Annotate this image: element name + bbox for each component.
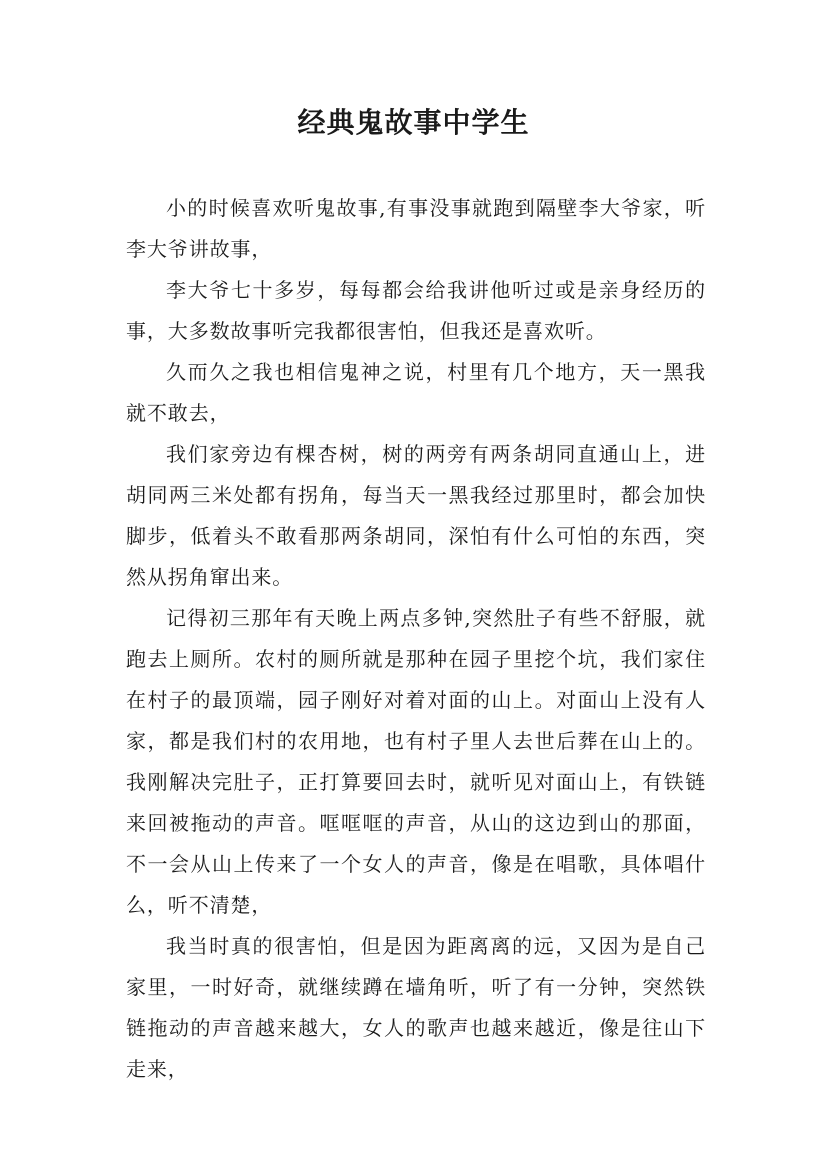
paragraph: 记得初三那年有天晚上两点多钟,突然肚子有些不舒服，就跑去上厕所。农村的厕所就是那种在园子里挖个坑，我们家住在村子的最顶端，园子刚好对着对面的山上。对面山上没有人家，都是我们村的农用地，也有村子里人去世后葬在山上的。我刚解决完肚子，正打算要回去时，就听见对面山上，有铁链来回被拖动的声音。哐哐哐的声音，从山的这边到山的那面，不一会从山上传来了一个女人的声音，像是在唱歌，具体唱什么，听不清楚， <box>126 606 706 917</box>
document-title: 经典鬼故事中学生 <box>297 106 530 139</box>
paragraph: 我当时真的很害怕，但是因为距离离的远，又因为是自己家里，一时好奇，就继续蹲在墙角听，听了有一分钟，突然铁链拖动的声音越来越大，女人的歌声也越来越近，像是往山下走来， <box>126 934 706 1081</box>
paragraph: 久而久之我也相信鬼神之说，村里有几个地方，天一黑我就不敢去， <box>126 360 706 425</box>
paragraph: 小的时候喜欢听鬼故事,有事没事就跑到隔壁李大爷家，听李大爷讲故事， <box>126 196 706 261</box>
paragraph: 李大爷七十多岁，每每都会给我讲他听过或是亲身经历的事，大多数故事听完我都很害怕，但我还是喜欢听。 <box>126 278 706 343</box>
document-body <box>126 188 706 1090</box>
paragraph: 我们家旁边有棵杏树，树的两旁有两条胡同直通山上，进胡同两三米处都有拐角，每当天一黑我经过那里时，都会加快脚步，低着头不敢看那两条胡同，深怕有什么可怕的东西，突然从拐角窜出来。 <box>126 442 706 589</box>
